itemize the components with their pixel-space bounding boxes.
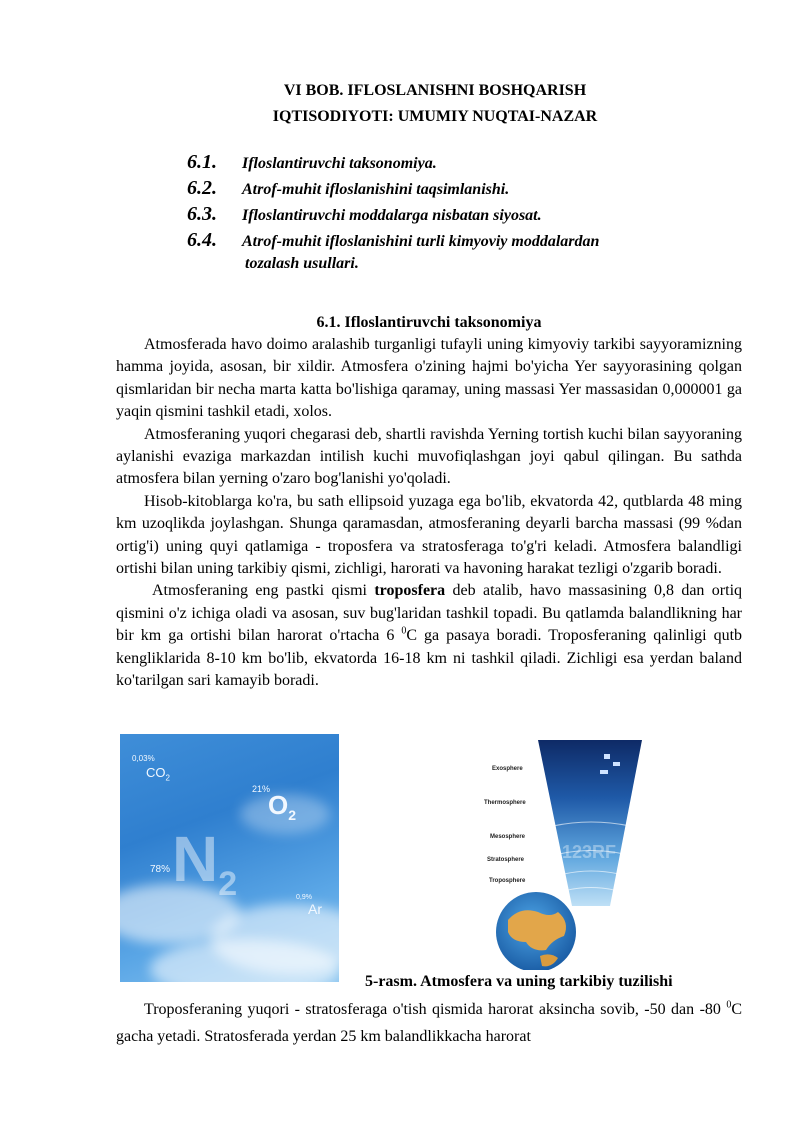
ar-percent: 0,9%: [296, 894, 312, 901]
text-run: C gacha yetadi. Stratosferada yerdan 25 km balandlikkacha harorat: [116, 1001, 743, 1045]
text-run: deb atalib, havo massasining 0,8 dan ortiq qismini o'z ichiga oladi va asosan, suv bug'laridan tashkil topadi. Bu qatlamda balandlikning har bir km ga ortishi bilan harorat o'rtacha 6: [116, 582, 743, 645]
table-of-contents: [187, 151, 707, 281]
toc-item: [187, 229, 707, 255]
o2-percent: 21%: [252, 784, 271, 794]
chapter-title-line-2: IQTISODIYOTI: UMUMIY NUQTAI-NAZAR: [272, 108, 598, 125]
toc-text: Ifloslantiruvchi moddalarga nisbatan siyosat.: [242, 207, 542, 224]
atmosphere-layers-diagram: [480, 736, 680, 970]
section-heading: 6.1. Ifloslantiruvchi taksonomiya: [316, 314, 542, 331]
layer-label: Stratosphere: [487, 857, 525, 863]
paragraph: Atmosferada havo doimo aralashib turganligi tufayli uning kimyoviy tarkibi sayyoramizning hamma joyida, asosan, bir xildir. Atmosfera o'zining hajmi bo'yicha Yer sayyorasining qolgan qismlaridan bir necha marta katta bo'lishiga qaramay, uning massasi Yer massasidan 0,000001 ga yaqin qismini tashkil etadi, xolos.: [116, 336, 742, 421]
n2-percent: 78%: [150, 864, 171, 875]
layer-label: Troposphere: [489, 878, 526, 884]
paragraph: [116, 580, 742, 692]
layer-label: Mesosphere: [490, 834, 526, 840]
degree-superscript: 0: [401, 625, 407, 637]
text-run: Atmosferaning eng pastki qismi: [152, 582, 367, 600]
atmosphere-wedge: [538, 740, 642, 906]
body-text: [116, 334, 742, 693]
layer-label: Thermosphere: [484, 800, 526, 806]
toc-number: 6.4.: [187, 229, 217, 251]
chapter-title-line-1: VI BOB. IFLOSLANISHNI BOSHQARISH: [283, 82, 587, 99]
bold-term: troposfera: [374, 582, 446, 600]
toc-text: Atrof-muhit ifloslanishini taqsimlanishi.: [242, 181, 510, 198]
toc-number: 6.2.: [187, 177, 217, 199]
toc-item: [187, 177, 707, 203]
atmosphere-composition-image: [120, 734, 339, 982]
co2-percent: 0,03%: [132, 754, 155, 763]
text-run: Troposferaning yuqori - stratosferaga o'tish qismida harorat aksincha sovib, -50 dan -80: [144, 1001, 721, 1018]
toc-text-continuation: tozalash usullari.: [245, 255, 359, 272]
toc-number: 6.3.: [187, 203, 217, 225]
co2-label: $CO_2$: [146, 765, 170, 783]
toc-item: [187, 203, 707, 229]
degree-superscript: 0: [726, 999, 732, 1011]
toc-text: Atrof-muhit ifloslanishini turli kimyoviy moddalardan: [242, 233, 600, 250]
text-run: C ga pasaya boradi. Troposferaning qalinligi qutb kengliklarida 8-10 km bo'lib, ekvatorda 16-18 km ni tashkil qiladi. Zichligi esa yerdan baland ko'tarilgan sari kamayib boradi.: [116, 627, 743, 690]
ar-label: Ar: [308, 901, 322, 917]
watermark: 123RF: [562, 842, 617, 862]
o2-label: $O_2$: [268, 790, 297, 824]
toc-text: Ifloslantiruvchi taksonomiya.: [242, 155, 437, 172]
n2-label: $N_2$: [172, 823, 238, 903]
figure-caption: 5-rasm. Atmosfera va uning tarkibiy tuzilishi: [365, 973, 673, 990]
toc-item: [187, 151, 707, 177]
paragraph: [116, 996, 742, 1050]
toc-number: 6.1.: [187, 151, 217, 173]
paragraph: Atmosferaning yuqori chegarasi deb, shartli ravishda Yerning tortish kuchi bilan sayyoraning aylanishi evaziga markazdan intilish kuchi muvofiqlashgan joyi qabul qilingan. Bu sathda atmosfera bilan yerning o'zaro bog'lanishi yo'qoladi.: [116, 425, 742, 488]
layer-label: Exosphere: [492, 766, 523, 772]
body-text: [116, 996, 742, 1050]
paragraph: Hisob-kitoblarga ko'ra, bu sath ellipsoid yuzaga ega bo'lib, ekvatorda 42, qutblarda 48 ming km uzoqlikda joylashgan. Shunga qaramasdan, atmosferaning deyarli barcha massasi (99 %dan ortig'i) uning quyi qatlamiga - troposfera va stratosferaga to'g'ri keladi. Atmosfera balandligi ortishi bilan uning tarkibiy qismi, zichligi, harorati va havoning harakat tezligi o'zgarib boradi.: [116, 492, 742, 578]
